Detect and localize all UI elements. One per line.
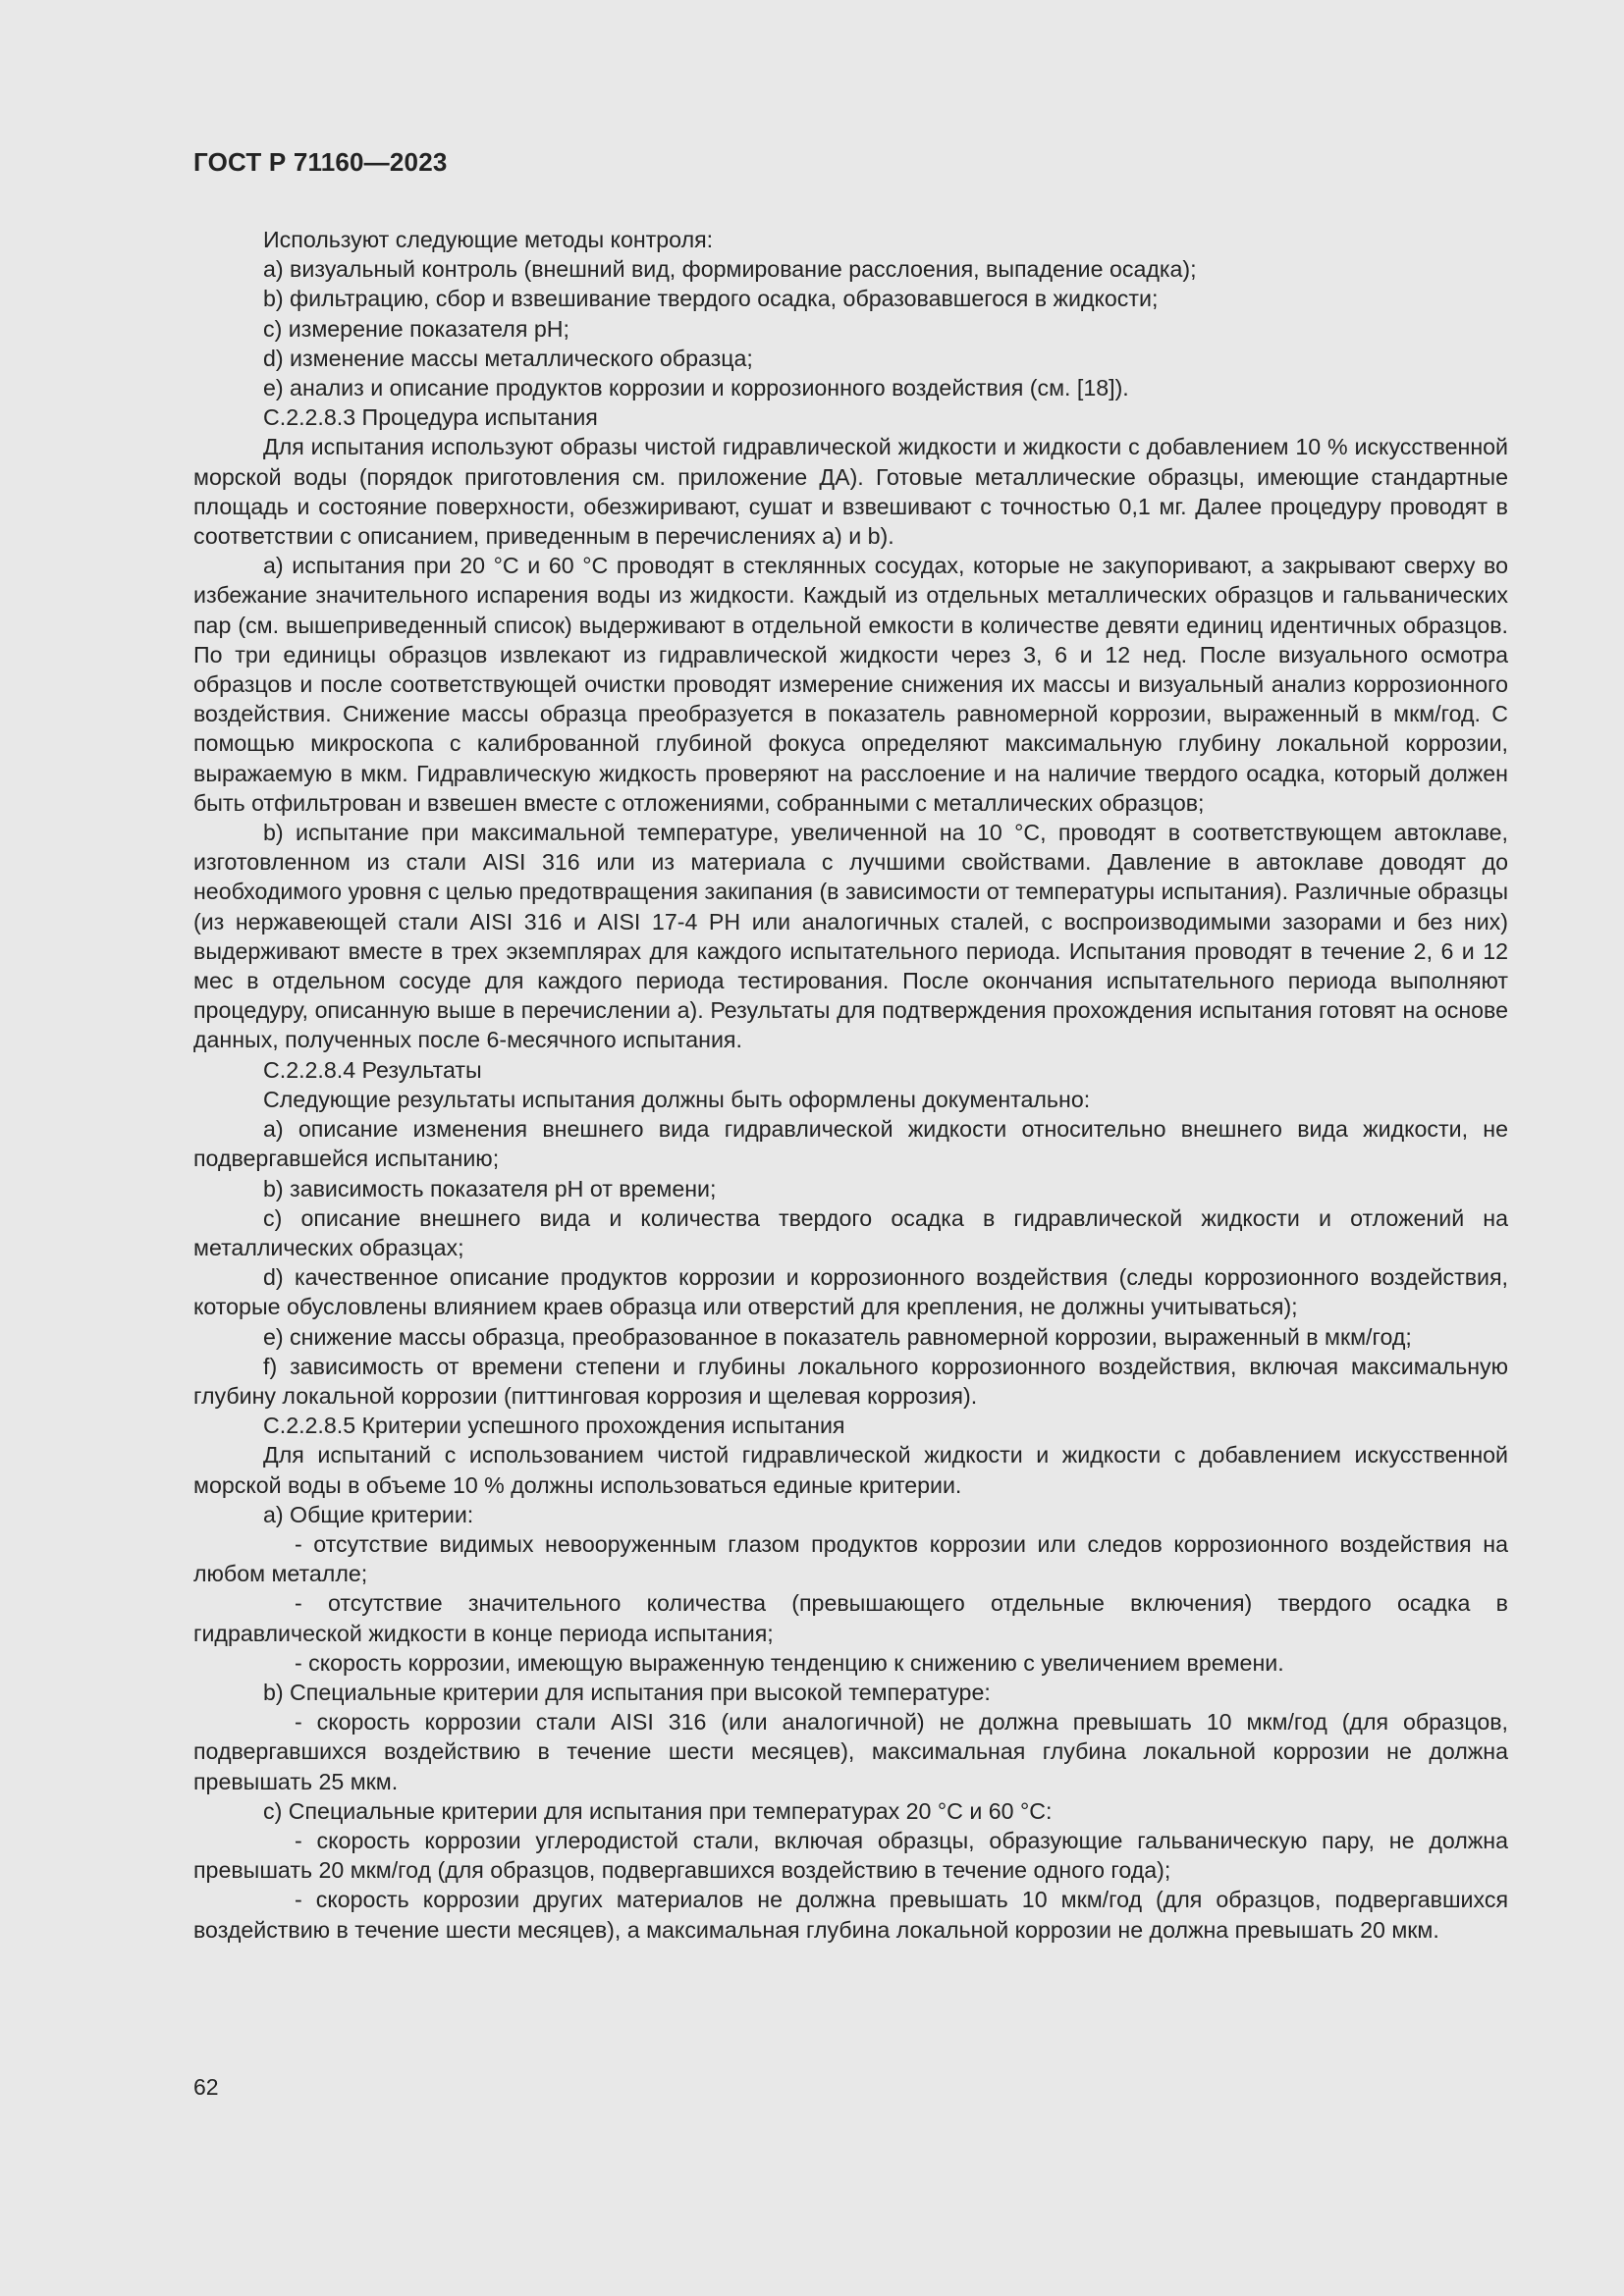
paragraph: Для испытания используют образы чистой гидравлической жидкости и жидкости с добавлением 10 % искусственной морской воды (порядок приготовления см. приложение ДА). Готовые металлические образцы, имеющие стандартные площадь и состояние поверхности, обезжиривают, сушат и взвешивают с точностью 0,1 мг. Далее процедуру проводят в соответствии с описанием, приведенным в перечислениях а) и b). [193, 434, 1508, 550]
paragraph: a) визуальный контроль (внешний вид, формирование расслоения, выпадение осадка); [263, 256, 1197, 283]
paragraph: Следующие результаты испытания должны быть оформлены документально: [263, 1086, 1091, 1112]
page-number: 62 [193, 2074, 219, 2100]
paragraph: e) снижение массы образца, преобразованное в показатель равномерной коррозии, выраженный в мкм/год; [263, 1323, 1412, 1350]
paragraph: c) описание внешнего вида и количества твердого осадка в гидравлической жидкости и отложений на металлических образцах; [193, 1204, 1508, 1260]
paragraph: С.2.2.8.3 Процедура испытания [263, 404, 598, 431]
paragraph: b) испытание при максимальной температуре, увеличенной на 10 °С, проводят в соответствующем автоклаве, изготовленном из стали AISI 316 или из материала с лучшими свойствами. Давление в автоклаве доводят до необходимого уровня с целью предотвращения закипания (в зависимости от температуры испытания). Различные образцы (из нержавеющей стали AISI 316 и AISI 17-4 PH или аналогичных сталей, с воспроизводимыми зазорами и без них) выдерживают вместе в трех экземплярах для каждого испытательного периода. Испытания проводят в течение 2, 6 и 12 мес в отдельном сосуде для каждого периода тестирования. После окончания испытательного периода выполняют процедуру, описанную выше в перечислении а). Результаты для подтверждения прохождения испытания готовят на основе данных, полученных после 6-месячного испытания. [193, 820, 1508, 1053]
paragraph: а) описание изменения внешнего вида гидравлической жидкости относительно внешнего вида жидкости, не подвергавшейся испытанию; [193, 1116, 1508, 1172]
paragraph: b) фильтрацию, сбор и взвешивание твердого осадка, образовавшегося в жидкости; [263, 286, 1159, 312]
paragraph: - скорость коррозии углеродистой стали, включая образцы, образующие гальваническую пару, не должна превышать 20 мкм/год (для образцов, подвергавшихся воздействию в течение одного года); [193, 1827, 1508, 1884]
paragraph: а) испытания при 20 °С и 60 °С проводят в стеклянных сосудах, которые не закупоривают, а закрывают сверху во избежание значительного испарения воды из жидкости. Каждый из отдельных металлических образцов и гальванических пар (см. вышеприведенный список) выдерживают в отдельной емкости в количестве девяти единиц идентичных образцов. По три единицы образцов извлекают из гидравлической жидкости через 3, 6 и 12 нед. После визуального осмотра образцов и после соответствующей очистки проводят измерение снижения их массы и визуальный анализ коррозионного воздействия. Снижение массы образца преобразуется в показатель равномерной коррозии, выраженный в мкм/год. С помощью микроскопа с калиброванной глубиной фокуса определяют максимальную глубину локальной коррозии, выражаемую в мкм. Гидравлическую жидкость проверяют на расслоение и на наличие твердого осадка, который должен быть отфильтрован и взвешен вместе с отложениями, собранными с металлических образцов; [193, 553, 1508, 816]
document-header: ГОСТ Р 71160—2023 [193, 147, 448, 177]
paragraph: d) изменение массы металлического образца; [263, 345, 753, 371]
paragraph: c) измерение показателя pH; [263, 315, 569, 342]
paragraph: b) Специальные критерии для испытания при высокой температуре: [263, 1679, 991, 1705]
paragraph: - скорость коррозии других материалов не должна превышать 10 мкм/год (для образцов, подвергавшихся воздействию в течение шести месяцев), а максимальная глубина локальной коррозии не должна превышать 20 мкм. [193, 1887, 1508, 1943]
paragraph: d) качественное описание продуктов коррозии и коррозионного воздействия (следы коррозионного воздействия, которые обусловлены влиянием краев образца или отверстий для крепления, не должны учитываться); [193, 1264, 1508, 1320]
paragraph: - отсутствие значительного количества (превышающего отдельные включения) твердого осадка в гидравлической жидкости в конце периода испытания; [193, 1590, 1508, 1646]
paragraph: - отсутствие видимых невооруженным глазом продуктов коррозии или следов коррозионного воздействия на любом металле; [193, 1530, 1508, 1587]
paragraph: С.2.2.8.4 Результаты [263, 1056, 482, 1083]
paragraph: а) Общие критерии: [263, 1501, 474, 1527]
paragraph: Для испытаний с использованием чистой гидравлической жидкости и жидкости с добавлением искусственной морской воды в объеме 10 % должны использоваться единые критерии. [193, 1442, 1508, 1498]
paragraph: С.2.2.8.5 Критерии успешного прохождения испытания [263, 1413, 845, 1439]
paragraph: - скорость коррозии стали AISI 316 (или аналогичной) не должна превышать 10 мкм/год (для образцов, подвергавшихся воздействию в течение шести месяцев), максимальная глубина локальной коррозии не должна превышать 25 мкм. [193, 1709, 1508, 1794]
paragraph: b) зависимость показателя pH от времени; [263, 1175, 717, 1201]
document-body [193, 225, 1508, 1945]
paragraph: c) Специальные критерии для испытания при температурах 20 °С и 60 °С: [263, 1797, 1053, 1824]
paragraph: Используют следующие методы контроля: [263, 227, 714, 252]
paragraph: e) анализ и описание продуктов коррозии и коррозионного воздействия (см. [18]). [263, 375, 1129, 401]
paragraph: f) зависимость от времени степени и глубины локального коррозионного воздействия, включая максимальную глубину локальной коррозии (питтинговая коррозия и щелевая коррозия). [193, 1353, 1508, 1409]
paragraph: - скорость коррозии, имеющую выраженную тенденцию к снижению с увеличением времени. [295, 1649, 1284, 1676]
